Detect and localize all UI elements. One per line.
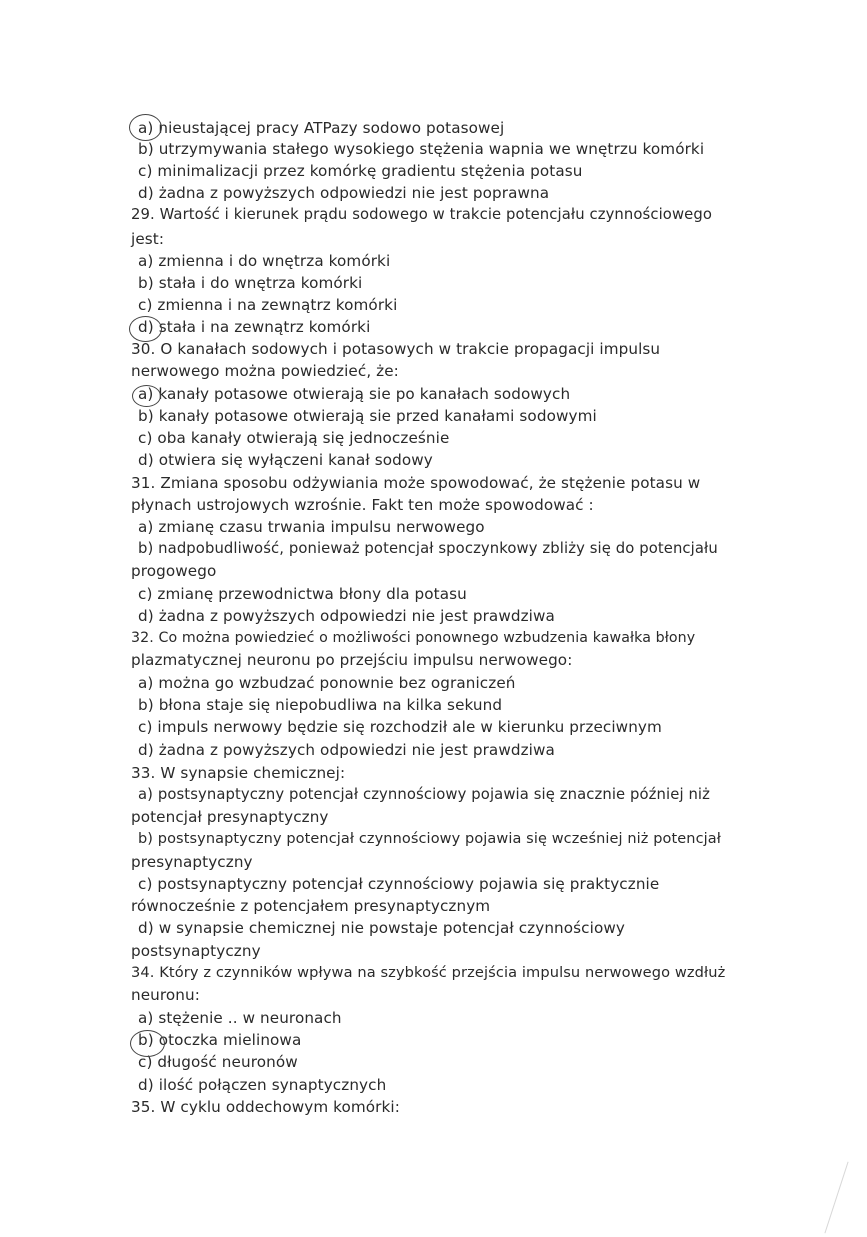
text-line: c) długość neuronów [138, 1053, 298, 1071]
text-line: b) kanały potasowe otwierają sie przed kanałami sodowymi [138, 407, 597, 425]
text-line: b) utrzymywania stałego wysokiego stężenia wapnia we wnętrzu komórki [138, 140, 705, 158]
text-line: d) ilość połączen synaptycznych [138, 1076, 387, 1094]
text-line: d) w synapsie chemicznej nie powstaje potencjał czynnościowy [138, 919, 625, 937]
text-line: 29. Wartość i kierunek prądu sodowego w trakcie potencjału czynnościowego [131, 206, 713, 223]
answer-circle-mark [129, 114, 162, 141]
text-line: c) postsynaptyczny potencjał czynnościowy pojawia się praktycznie [138, 875, 660, 893]
text-line: c) impuls nerwowy będzie się rozchodził ale w kierunku przeciwnym [138, 718, 662, 736]
answer-circle-mark [129, 316, 162, 342]
text-line: b) stała i do wnętrza komórki [138, 274, 363, 292]
answer-circle-mark [132, 385, 161, 407]
text-line: nerwowego można powiedzieć, że: [131, 362, 399, 380]
text-line: c) minimalizacji przez komórkę gradientu stężenia potasu [138, 162, 583, 180]
text-line: 30. O kanałach sodowych i potasowych w trakcie propagacji impulsu [131, 340, 661, 358]
text-line: b) otoczka mielinowa [138, 1031, 302, 1049]
text-line: b) błona staje się niepobudliwa na kilka sekund [138, 696, 503, 714]
text-line: d) żadna z powyższych odpowiedzi nie jest poprawna [138, 184, 550, 202]
text-line: jest: [131, 230, 165, 248]
text-line: postsynaptyczny [131, 942, 261, 960]
text-line: 35. W cyklu oddechowym komórki: [131, 1098, 400, 1116]
text-line: d) żadna z powyższych odpowiedzi nie jest prawdziwa [138, 741, 555, 759]
text-line: progowego [131, 562, 217, 580]
text-line: 34. Który z czynników wpływa na szybkość przejścia impulsu nerwowego wzdłuż [131, 964, 726, 981]
scan-artifact [824, 1162, 848, 1234]
text-line: plazmatycznej neuronu po przejściu impulsu nerwowego: [131, 651, 573, 669]
text-line: c) zmianę przewodnictwa błony dla potasu [138, 585, 467, 603]
text-line: presynaptyczny [131, 853, 253, 871]
text-line: 31. Zmiana sposobu odżywiania może spowodować, że stężenie potasu w [131, 474, 701, 492]
text-line: a) zmianę czasu trwania impulsu nerwowego [138, 518, 485, 536]
text-line: a) można go wzbudzać ponownie bez ograniczeń [138, 674, 516, 692]
text-line: 32. Co można powiedzieć o możliwości ponownego wzbudzenia kawałka błony [131, 630, 696, 646]
text-line: a) zmienna i do wnętrza komórki [138, 252, 391, 270]
answer-circle-mark [130, 1030, 165, 1057]
text-line: płynach ustrojowych wzrośnie. Fakt ten może spowodować : [131, 496, 594, 514]
text-line: równocześnie z potencjałem presynaptycznym [131, 897, 491, 915]
text-line: b) nadpobudliwość, ponieważ potencjał spoczynkowy zbliży się do potencjału [138, 540, 718, 557]
text-line: c) oba kanały otwierają się jednocześnie [138, 429, 450, 447]
text-line: d) stała i na zewnątrz komórki [138, 318, 371, 336]
text-line: neuronu: [131, 986, 200, 1004]
text-line: d) żadna z powyższych odpowiedzi nie jest prawdziwa [138, 607, 555, 625]
text-line: d) otwiera się wyłączeni kanał sodowy [138, 451, 433, 469]
text-line: a) kanały potasowe otwierają sie po kanałach sodowych [138, 385, 571, 403]
text-line: a) stężenie .. w neuronach [138, 1009, 342, 1027]
text-line: potencjał presynaptyczny [131, 808, 329, 826]
text-line: b) postsynaptyczny potencjał czynnościowy pojawia się wcześniej niż potencjał [138, 831, 722, 847]
text-line: a) postsynaptyczny potencjał czynnościowy pojawia się znacznie później niż [138, 786, 711, 803]
text-line: a) nieustającej pracy ATPazy sodowo potasowej [138, 119, 505, 137]
text-line: c) zmienna i na zewnątrz komórki [138, 296, 398, 314]
text-line: 33. W synapsie chemicznej: [131, 764, 346, 782]
